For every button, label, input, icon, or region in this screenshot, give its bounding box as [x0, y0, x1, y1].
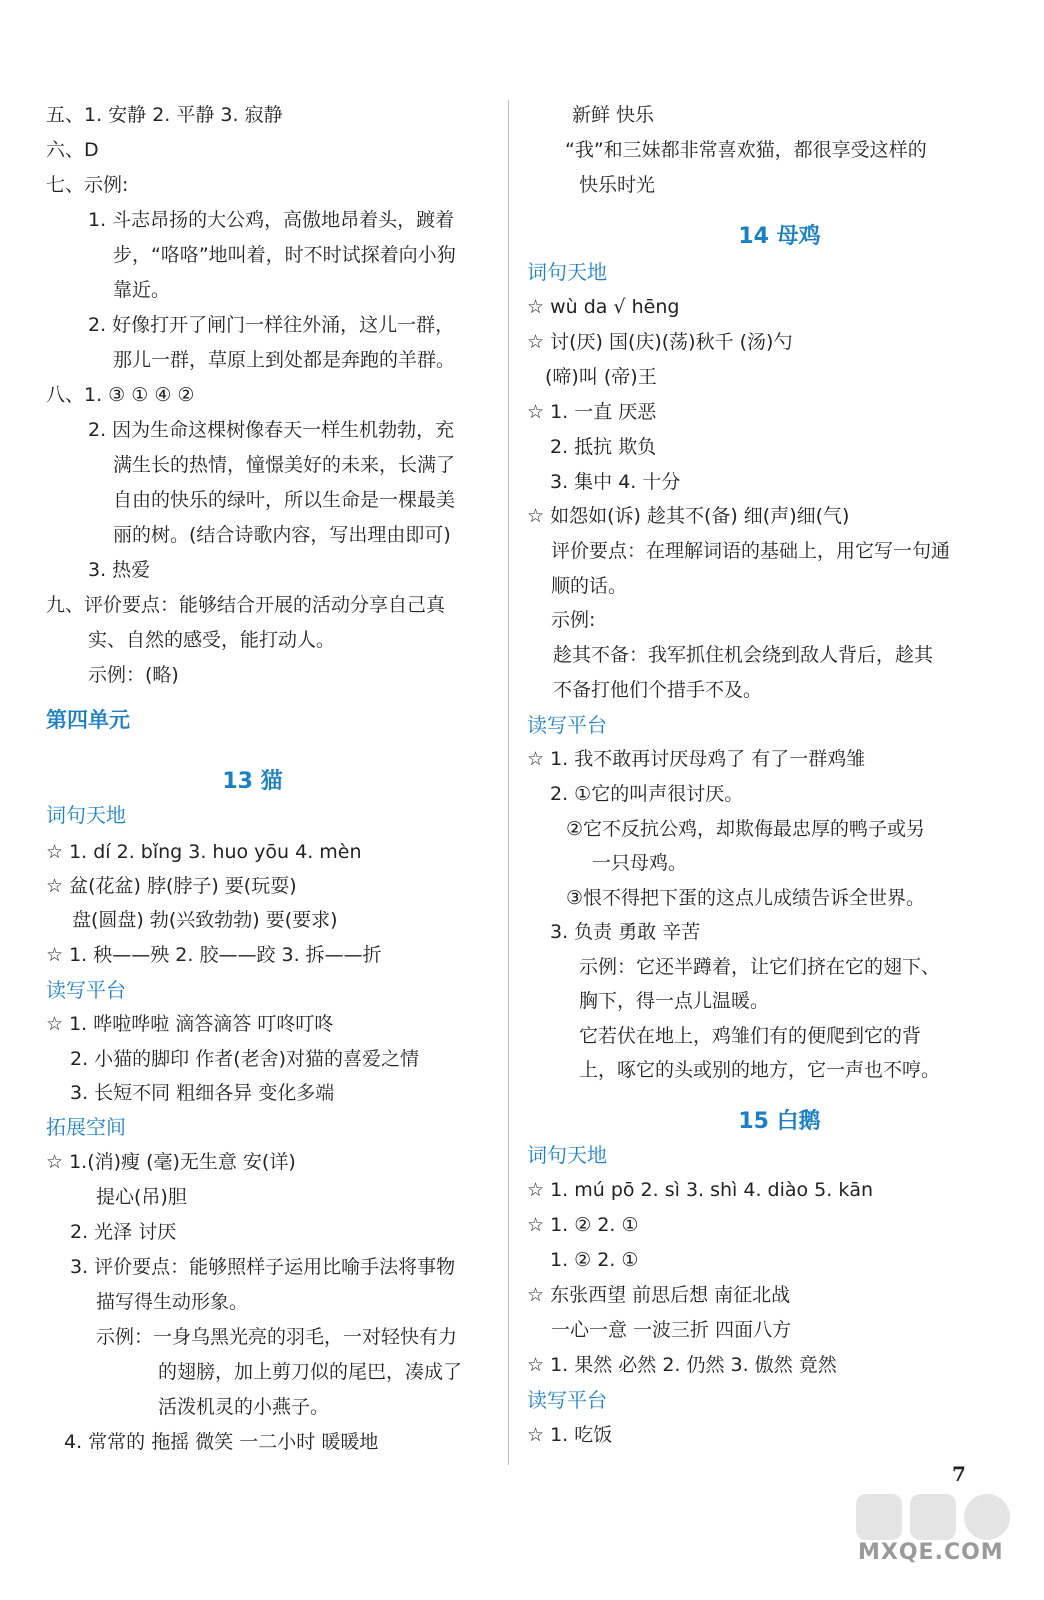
text-line: 1. ② 2. ① — [550, 1249, 639, 1271]
text-line: 自由的快乐的绿叶，所以生命是一棵最美 — [113, 489, 456, 511]
text-line: 2. 好像打开了闸门一样往外涌，这儿一群， — [88, 314, 455, 336]
lesson-title: 15 白鹅 — [738, 1109, 821, 1134]
text-line: 步，“咯咯”地叫着，时不时试探着向小狗 — [113, 244, 456, 266]
text-line: 八、1. ③ ① ④ ② — [46, 384, 195, 406]
section-heading: 词句天地 — [527, 260, 607, 284]
text-line: ☆ 1. mú pō 2. sì 3. shì 4. diào 5. kān — [527, 1179, 874, 1201]
text-line: 九、评价要点：能够结合开展的活动分享自己真 — [46, 594, 446, 616]
text-line: 丽的树。(结合诗歌内容，写出理由即可) — [113, 524, 451, 546]
text-line: 3. 集中 4. 十分 — [550, 471, 681, 493]
text-line: ③恨不得把下蛋的这点儿成绩告诉全世界。 — [566, 887, 926, 909]
text-line: ☆ 盆(花盆) 脖(脖子) 要(玩耍) — [46, 875, 297, 897]
text-line: 示例：它还半蹲着，让它们挤在它的翅下、 — [579, 956, 941, 978]
text-line: 3. 长短不同 粗细各异 变化多端 — [70, 1082, 335, 1104]
page-number: 7 — [952, 1462, 966, 1486]
text-line: 顺的话。 — [551, 575, 628, 597]
text-line: 1. 斗志昂扬的大公鸡，高傲地昂着头，踱着 — [88, 209, 455, 231]
section-heading: 词句天地 — [46, 803, 126, 827]
lesson-title: 14 母鸡 — [738, 224, 821, 249]
text-line: 五、1. 安静 2. 平静 3. 寂静 — [46, 104, 283, 126]
text-line: ②它不反抗公鸡，却欺侮最忠厚的鸭子或另 — [566, 818, 926, 840]
text-line: 新鲜 快乐 — [572, 104, 655, 126]
text-line: 3. 负责 勇敢 辛苦 — [550, 921, 701, 943]
text-line: 2. ①它的叫声很讨厌。 — [550, 783, 744, 805]
watermark-text: MXQE.COM — [858, 1540, 1004, 1565]
text-line: 满生长的热情，憧憬美好的未来，长满了 — [113, 454, 456, 476]
text-line: 上，啄它的头或别的地方，它一声也不哼。 — [579, 1059, 941, 1081]
text-line: 六、D — [46, 139, 99, 161]
text-line: ☆ 1. dí 2. bǐng 3. huo yōu 4. mèn — [46, 841, 362, 863]
text-line: 2. 因为生命这棵树像春天一样生机勃勃，充 — [88, 419, 455, 441]
text-line: “我”和三妹都非常喜欢猫，都很享受这样的 — [565, 139, 927, 161]
text-line: ☆ 东张西望 前思后想 南征北战 — [527, 1284, 791, 1306]
text-line: ☆ 如怨如(诉) 趁其不(备) 细(声)细(气) — [527, 505, 850, 527]
lesson-title: 13 猫 — [222, 769, 283, 794]
text-line: 示例：一身乌黑光亮的羽毛，一对轻快有力 — [96, 1326, 458, 1348]
text-line: ☆ 1. 果然 必然 2. 仍然 3. 傲然 竟然 — [527, 1354, 837, 1376]
text-line: 那儿一群，草原上到处都是奔跑的羊群。 — [113, 349, 456, 371]
text-line: ☆ 1. 哗啦哗啦 滴答滴答 叮咚叮咚 — [46, 1013, 334, 1035]
section-heading: 词句天地 — [527, 1143, 607, 1167]
unit-heading: 第四单元 — [46, 708, 130, 732]
text-line: 4. 常常的 拖摇 微笑 一二小时 暖暖地 — [64, 1431, 379, 1453]
text-line: 的翅膀，加上剪刀似的尾巴，凑成了 — [158, 1361, 463, 1383]
text-line: 不备打他们个措手不及。 — [553, 679, 763, 701]
text-line: 胸下，得一点儿温暖。 — [579, 990, 770, 1012]
text-line: ☆ 1.(消)瘦 (毫)无生意 安(详) — [46, 1151, 296, 1173]
text-line: 3. 热爱 — [88, 559, 151, 581]
text-line: ☆ 1. 一直 厌恶 — [527, 401, 657, 423]
section-heading: 读写平台 — [46, 978, 126, 1002]
text-line: ☆ 1. 我不敢再讨厌母鸡了 有了一群鸡雏 — [527, 748, 866, 770]
text-line: 快乐时光 — [579, 174, 656, 196]
text-line: 一心一意 一波三折 四面八方 — [551, 1319, 792, 1341]
text-line: ☆ 1. ② 2. ① — [527, 1214, 639, 1236]
text-line: 它若伏在地上，鸡雏们有的便爬到它的背 — [579, 1025, 922, 1047]
text-line: 3. 评价要点：能够照样子运用比喻手法将事物 — [70, 1256, 456, 1278]
column-divider — [508, 100, 509, 1465]
section-heading: 拓展空间 — [46, 1115, 126, 1139]
text-line: 提心(吊)胆 — [96, 1186, 187, 1208]
text-line: 评价要点：在理解词语的基础上，用它写一句通 — [551, 540, 951, 562]
text-line: ☆ 1. 吃饭 — [527, 1424, 613, 1446]
text-line: (啼)叫 (帝)王 — [545, 366, 657, 388]
text-line: 七、示例: — [46, 174, 129, 196]
text-line: 示例: — [551, 609, 596, 631]
section-heading: 读写平台 — [527, 713, 607, 737]
text-line: 趁其不备：我军抓住机会绕到敌人背后，趁其 — [553, 644, 934, 666]
text-line: ☆ 1. 秧——殃 2. 胶——跤 3. 拆——折 — [46, 944, 382, 966]
text-line: 2. 小猫的脚印 作者(老舍)对猫的喜爱之情 — [70, 1048, 420, 1070]
text-line: 描写得生动形象。 — [96, 1291, 249, 1313]
text-line: ☆ 讨(厌) 国(庆)(荡)秋千 (汤)勺 — [527, 331, 793, 353]
text-line: 2. 抵抗 欺负 — [550, 436, 657, 458]
text-line: 盘(圆盘) 勃(兴致勃勃) 要(要求) — [72, 909, 338, 931]
section-heading: 读写平台 — [527, 1388, 607, 1412]
text-line: 靠近。 — [113, 279, 171, 301]
text-line: 示例：(略) — [88, 664, 179, 686]
text-line: 实、自然的感受，能打动人。 — [88, 629, 336, 651]
text-line: 2. 光泽 讨厌 — [70, 1221, 177, 1243]
text-line: ☆ wù da √ hēng — [527, 296, 680, 318]
text-line: 活泼机灵的小燕子。 — [158, 1396, 330, 1418]
text-line: 一只母鸡。 — [592, 852, 688, 874]
